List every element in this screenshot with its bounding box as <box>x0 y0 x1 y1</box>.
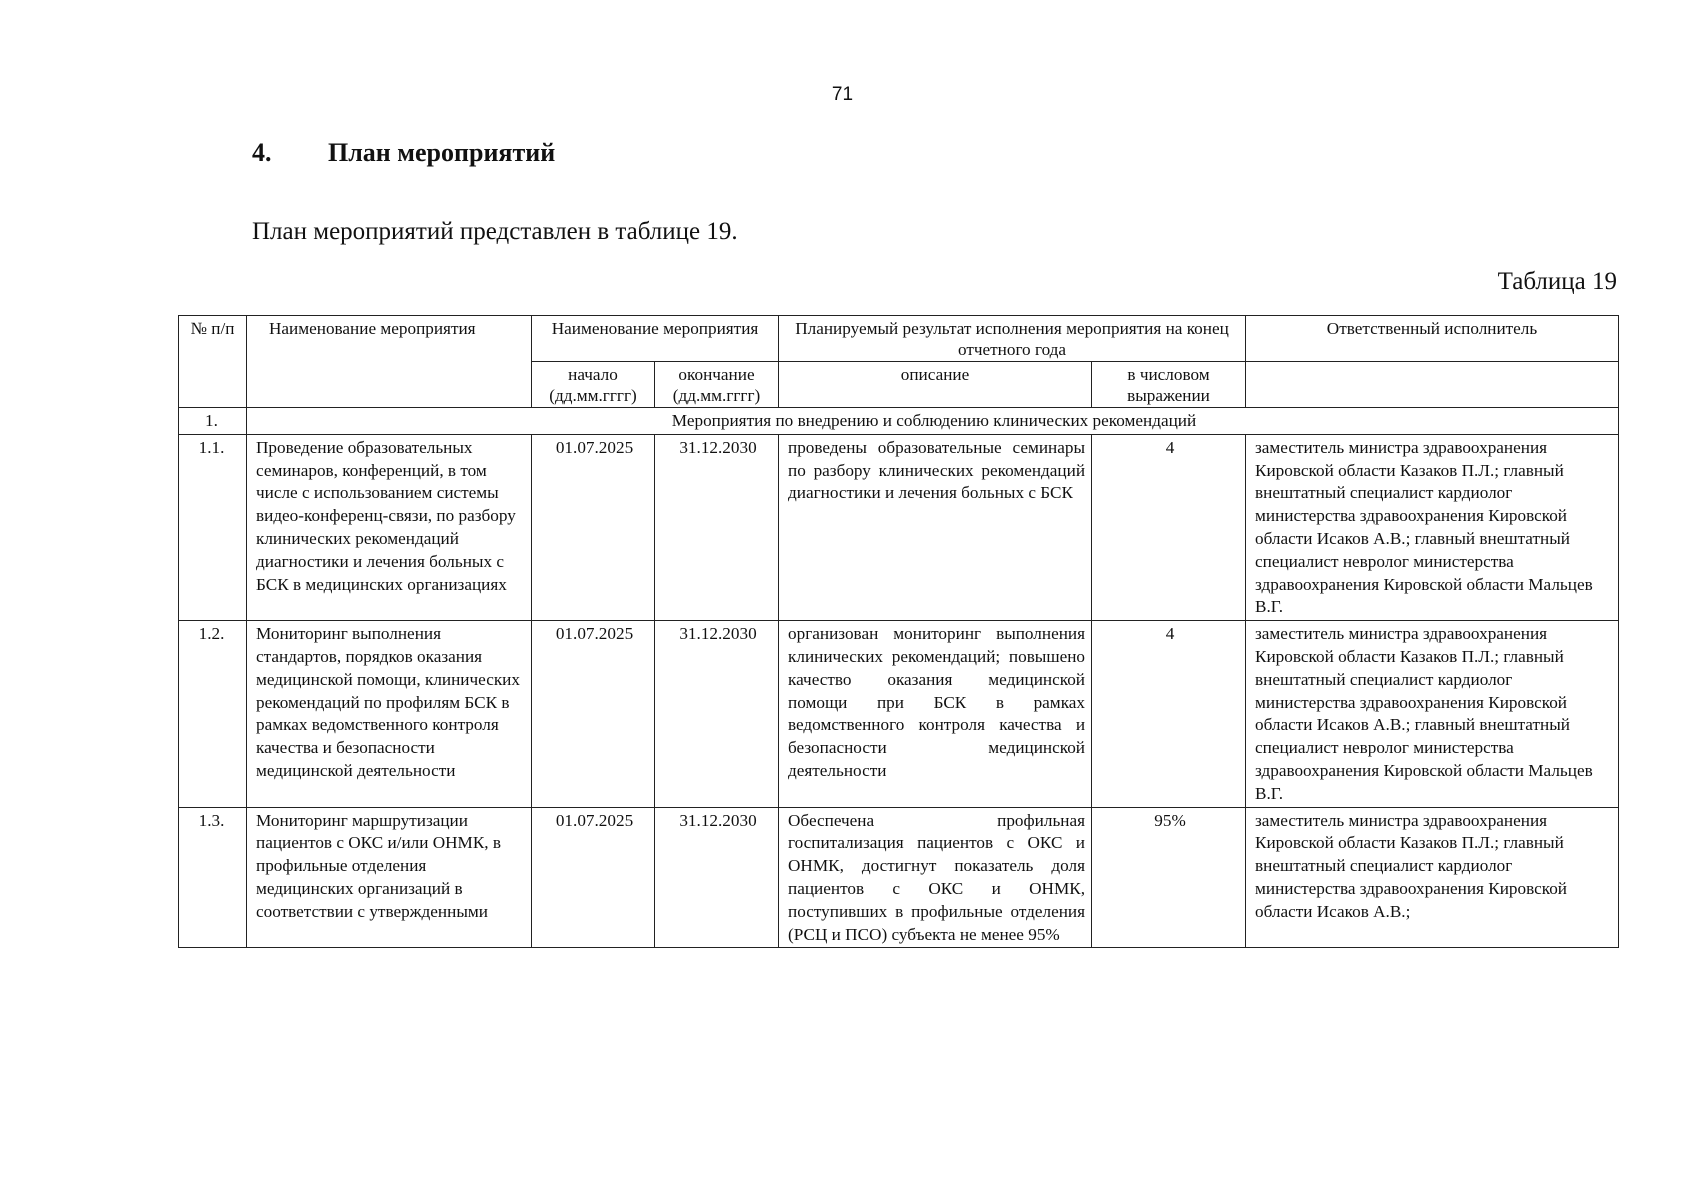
page-number: 71 <box>831 84 854 105</box>
row-name: Проведение образовательных семинаров, конференций, в том числе с использованием системы видео-конференц-связи, по разбору клинических рекомендаций диагностики и лечения больных с БСК в медицинских организациях <box>247 434 532 620</box>
section-row-num: 1. <box>179 408 247 435</box>
row-responsible: заместитель министра здравоохранения Кировской области Казаков П.Л.; главный внештатный специалист кардиолог министерства здравоохранения Кировской области Исаков А.В.; главный внештатный специалист невролог министерства здравоохранения Кировской области Мальцев В.Г. <box>1246 434 1619 620</box>
section-number: 4. <box>252 138 272 167</box>
row-end-date: 31.12.2030 <box>655 621 779 807</box>
row-end-date: 31.12.2030 <box>655 807 779 948</box>
row-description: проведены образовательные семинары по разбору клинических рекомендаций диагностики и лечения больных с БСК <box>779 434 1092 620</box>
row-value: 4 <box>1092 434 1246 620</box>
row-name: Мониторинг маршрутизации пациентов с ОКС и/или ОНМК, в профильные отделения медицинских организаций в соответствии с утвержденными <box>247 807 532 948</box>
row-description: организован мониторинг выполнения клинических рекомендаций; повышено качество оказания медицинской помощи при БСК в рамках ведомственного контроля качества и безопасности медицинской деятельности <box>779 621 1092 807</box>
header-end: окончание (дд.мм.гггг) <box>655 362 779 408</box>
header-start: начало (дд.мм.гггг) <box>532 362 655 408</box>
row-responsible: заместитель министра здравоохранения Кировской области Казаков П.Л.; главный внештатный специалист кардиолог министерства здравоохранения Кировской области Исаков А.В.; главный внештатный специалист невролог министерства здравоохранения Кировской области Мальцев В.Г. <box>1246 621 1619 807</box>
section-row-title: Мероприятия по внедрению и соблюдению клинических рекомендаций <box>247 408 1619 435</box>
section-title: План мероприятий <box>328 138 556 167</box>
row-responsible: заместитель министра здравоохранения Кировской области Казаков П.Л.; главный внештатный специалист кардиолог министерства здравоохранения Кировской области Исаков А.В.; <box>1246 807 1619 948</box>
header-num: № п/п <box>179 316 247 408</box>
section-heading <box>252 138 555 168</box>
header-result-group: Планируемый результат исполнения мероприятия на конец отчетного года <box>779 316 1246 362</box>
section-row <box>179 408 1619 435</box>
row-start-date: 01.07.2025 <box>532 434 655 620</box>
table-row <box>179 434 1619 620</box>
row-num: 1.3. <box>179 807 247 948</box>
row-value: 4 <box>1092 621 1246 807</box>
row-end-date: 31.12.2030 <box>655 434 779 620</box>
header-responsible: Ответственный исполнитель <box>1246 316 1619 362</box>
header-dates-group: Наименование мероприятия <box>532 316 779 362</box>
header-name: Наименование мероприятия <box>247 316 532 408</box>
header-description: описание <box>779 362 1092 408</box>
header-responsible-empty <box>1246 362 1619 408</box>
row-description: Обеспечена профильная госпитализация пациентов с ОКС и ОНМК, достигнут показатель доля пациентов с ОКС и ОНМК, поступивших в профильные отделения (РСЦ и ПСО) субъекта не менее 95% <box>779 807 1092 948</box>
table-row <box>179 621 1619 807</box>
row-start-date: 01.07.2025 <box>532 621 655 807</box>
row-value: 95% <box>1092 807 1246 948</box>
row-start-date: 01.07.2025 <box>532 807 655 948</box>
action-plan-table <box>178 315 1619 948</box>
header-numeric: в числовом выражении <box>1092 362 1246 408</box>
row-num: 1.1. <box>179 434 247 620</box>
row-name: Мониторинг выполнения стандартов, порядков оказания медицинской помощи, клинических рекомендаций по профилям БСК в рамках ведомственного контроля качества и безопасности медицинской деятельности <box>247 621 532 807</box>
table-row <box>179 807 1619 948</box>
header-row-1 <box>179 316 1619 362</box>
row-num: 1.2. <box>179 621 247 807</box>
intro-paragraph: План мероприятий представлен в таблице 19. <box>252 218 738 245</box>
table-caption: Таблица 19 <box>1497 268 1617 295</box>
